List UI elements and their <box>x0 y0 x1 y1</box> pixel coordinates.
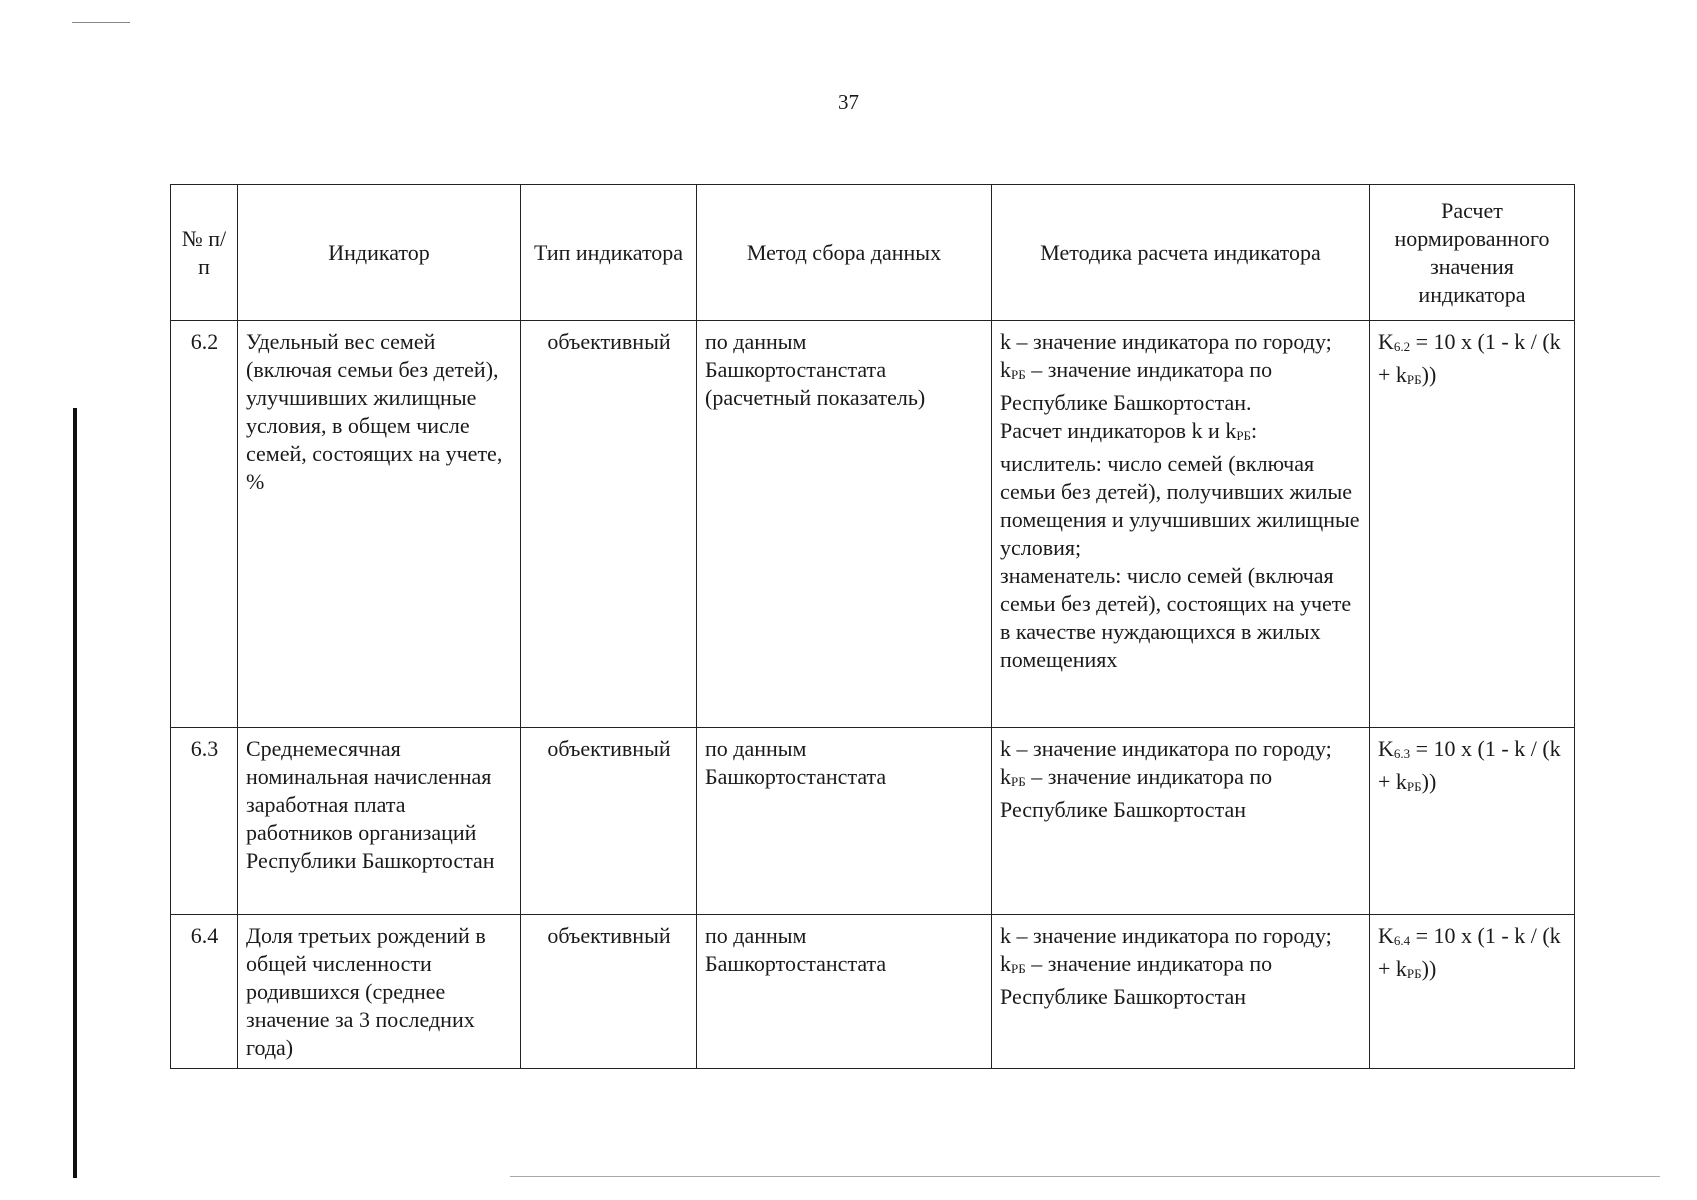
indicator-table <box>170 184 1575 1069</box>
row-calc <box>992 321 1370 728</box>
row-indicator: Доля третьих рождений в общей численности родившихся (среднее значение за 3 последних года) <box>238 915 521 1069</box>
header-norm: Расчет нормированного значения индикатора <box>1370 185 1575 321</box>
calc-line: k – значение индикатора по городу; <box>1000 736 1332 761</box>
header-indicator: Индикатор <box>238 185 521 321</box>
row-type: объективный <box>521 728 697 915</box>
calc-line: $k_{РБ}$ – значение индикатора по Республике Башкортостан <box>1000 764 1273 822</box>
row-indicator: Удельный вес семей (включая семьи без детей), улучшивших жилищные условия, в общем числе семей, состоящих на учете, % <box>238 321 521 728</box>
row-type: объективный <box>521 321 697 728</box>
table-row <box>171 321 1575 728</box>
scan-edge-bar <box>73 408 77 1178</box>
table-row <box>171 728 1575 915</box>
calc-line: k – значение индикатора по городу; <box>1000 329 1332 354</box>
header-type: Тип индикатора <box>521 185 697 321</box>
table-header-row <box>171 185 1575 321</box>
row-method: по данным Башкортостанстата <box>697 915 992 1069</box>
scan-edge-line <box>510 1176 1660 1177</box>
calc-line: Расчет индикаторов k и $k_{РБ}$: <box>1000 418 1258 443</box>
row-indicator: Среднемесячная номинальная начисленная заработная плата работников организаций Республики Башкортостан <box>238 728 521 915</box>
row-num: 6.3 <box>171 728 238 915</box>
page-number: 37 <box>838 90 859 114</box>
calc-line: $k_{РБ}$ – значение индикатора по Республике Башкортостан <box>1000 951 1273 1009</box>
row-calc <box>992 915 1370 1069</box>
calc-line: знаменатель: число семей (включая семьи без детей), состоящих на учете в качестве нуждающихся в жилых помещениях <box>1000 563 1352 672</box>
row-num: 6.4 <box>171 915 238 1069</box>
calc-line: числитель: число семей (включая семьи без детей), получивших жилые помещения и улучшивших жилищные условия; <box>1000 451 1360 560</box>
scan-mark <box>72 22 130 23</box>
header-method: Метод сбора данных <box>697 185 992 321</box>
row-num: 6.2 <box>171 321 238 728</box>
row-norm: $K_{6.4} = 10$ x $(1 - k / (k + k_{РБ}))$ <box>1370 915 1575 1069</box>
row-method: по данным Башкортостанстата (расчетный показатель) <box>697 321 992 728</box>
row-norm: $K_{6.3} = 10$ x $(1 - k / (k + k_{РБ}))$ <box>1370 728 1575 915</box>
row-method: по данным Башкортостанстата <box>697 728 992 915</box>
row-norm: $K_{6.2} = 10$ x $(1 - k / (k + k_{РБ}))$ <box>1370 321 1575 728</box>
header-num: № п/п <box>171 185 238 321</box>
calc-line: k – значение индикатора по городу; <box>1000 923 1332 948</box>
header-calc: Методика расчета индикатора <box>992 185 1370 321</box>
row-calc <box>992 728 1370 915</box>
row-type: объективный <box>521 915 697 1069</box>
calc-line: $k_{РБ}$ – значение индикатора по Республике Башкортостан. <box>1000 357 1273 415</box>
table-row <box>171 915 1575 1069</box>
